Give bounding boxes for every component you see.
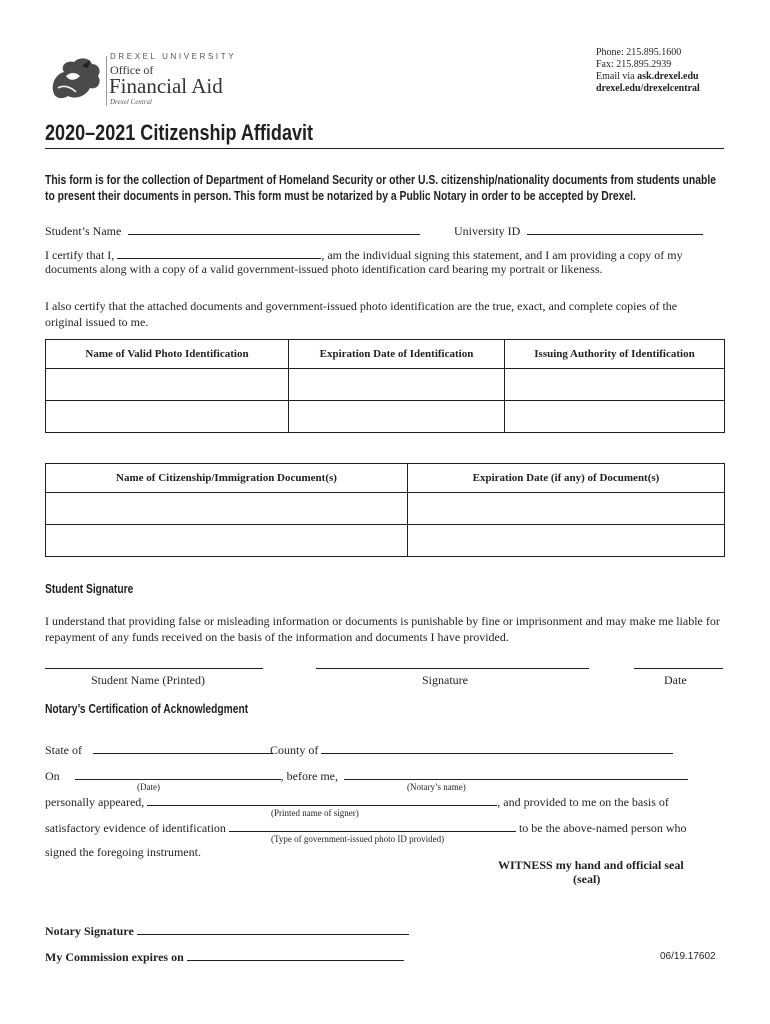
dragon-icon: [46, 54, 106, 104]
contact-email[interactable]: ask.drexel.edu: [637, 71, 699, 82]
contact-block: [596, 47, 700, 95]
certify-name-field[interactable]: [117, 246, 321, 259]
certify-prefix: I certify that I,: [45, 248, 115, 262]
signature-label: Signature: [422, 673, 468, 687]
commission-label: My Commission expires on: [45, 950, 184, 964]
state-of-label: State of: [45, 743, 82, 757]
table-cell[interactable]: [46, 493, 408, 525]
university-name: DREXEL UNIVERSITY: [110, 52, 237, 61]
student-signature-line[interactable]: [316, 668, 589, 669]
student-date-line[interactable]: [634, 668, 723, 669]
certify-line-2: documents along with a copy of a valid government-issued photo identification card bearing my portrait or likeness.: [45, 262, 603, 276]
table-cell[interactable]: [46, 369, 289, 401]
university-id-field[interactable]: [527, 222, 703, 235]
state-of-field[interactable]: [93, 741, 273, 754]
on-label: On: [45, 769, 60, 783]
certify-also: I also certify that the attached documents and government-issued photo identification are the true, exact, and complete copies of the original issued to me.: [45, 299, 678, 329]
col-photo-id-expiration: Expiration Date of Identification: [289, 340, 505, 369]
subbrand: Drexel Central: [110, 98, 152, 106]
id-type-field[interactable]: [229, 819, 516, 832]
contact-fax: Fax: 215.895.2939: [596, 59, 672, 70]
table-cell[interactable]: [505, 401, 725, 433]
student-name-field[interactable]: [128, 222, 420, 235]
table-cell[interactable]: [46, 525, 408, 557]
commission-field[interactable]: [187, 948, 404, 961]
table-cell[interactable]: [408, 493, 725, 525]
table-row: [46, 401, 725, 433]
contact-email-line: [596, 71, 700, 83]
county-of-row: [270, 741, 673, 758]
date-caption: (Date): [137, 782, 160, 792]
signer-name-field[interactable]: [147, 793, 497, 806]
university-id-label: University ID: [454, 224, 521, 238]
notary-heading: Notary’s Certification of Acknowledgment: [45, 702, 249, 716]
student-signature-heading: Student Signature: [45, 582, 134, 596]
notary-signature-field[interactable]: [137, 922, 409, 935]
date-label: Date: [664, 673, 687, 687]
table-row: [46, 369, 725, 401]
title-rule: [45, 148, 724, 149]
student-name-label: Student’s Name: [45, 224, 122, 238]
above-named-label: to be the above-named person who: [518, 821, 687, 835]
table-cell[interactable]: [505, 369, 725, 401]
table-cell[interactable]: [289, 401, 505, 433]
county-of-label: County of: [270, 743, 319, 757]
office-of: Office of: [110, 63, 154, 77]
form-code: 06/19.17602: [660, 951, 716, 962]
table-cell[interactable]: [46, 401, 289, 433]
printed-signer-caption: (Printed name of signer): [271, 808, 359, 818]
table-header-row: [46, 340, 725, 369]
page-title: 2020–2021 Citizenship Affidavit: [45, 120, 314, 145]
certify-line-1: [45, 246, 683, 263]
before-me-label: , before me,: [280, 769, 338, 783]
photo-id-table: [45, 339, 725, 433]
commission-row: [45, 948, 404, 965]
table-cell[interactable]: [408, 525, 725, 557]
seal-text: (seal): [573, 872, 601, 886]
witness-text: WITNESS my hand and official seal: [498, 858, 684, 872]
table-cell[interactable]: [289, 369, 505, 401]
student-name-printed-line[interactable]: [45, 668, 263, 669]
notary-signature-row: [45, 922, 409, 939]
county-of-field[interactable]: [321, 741, 673, 754]
signed-foregoing: signed the foregoing instrument.: [45, 845, 201, 859]
col-document-name: Name of Citizenship/Immigration Document(s): [46, 464, 408, 493]
personally-appeared-label: personally appeared,: [45, 795, 145, 809]
table-header-row: [46, 464, 725, 493]
notary-signature-label: Notary Signature: [45, 924, 134, 938]
logo: [46, 52, 246, 108]
university-id-row: [454, 222, 703, 239]
table-row: [46, 493, 725, 525]
office-name: Financial Aid: [109, 74, 223, 98]
citizenship-doc-table: [45, 463, 725, 557]
contact-web[interactable]: drexel.edu/drexelcentral: [596, 83, 700, 94]
id-type-caption: (Type of government-issued photo ID provided): [271, 834, 445, 844]
satisfactory-label: satisfactory evidence of identification: [45, 821, 226, 835]
intro-text: This form is for the collection of Department of Homeland Security or other U.S. citizenship/nationality documents from students unable to present their documents in person. This form must be notarized by a Public Notary in order to be accepted by Drexel.: [45, 173, 717, 203]
state-of-row: [45, 741, 273, 758]
contact-email-prefix: Email via: [596, 71, 638, 82]
col-document-expiration: Expiration Date (if any) of Document(s): [408, 464, 725, 493]
logo-divider: [106, 56, 107, 106]
student-name-printed-label: Student Name (Printed): [91, 673, 205, 687]
col-issuing-authority: Issuing Authority of Identification: [505, 340, 725, 369]
col-photo-id-name: Name of Valid Photo Identification: [46, 340, 289, 369]
certify-suffix: , am the individual signing this statement, and I am providing a copy of my: [321, 248, 683, 262]
student-name-row: [45, 222, 420, 239]
contact-phone: Phone: 215.895.1600: [596, 47, 682, 58]
on-date-field[interactable]: [75, 767, 281, 780]
signature-statement: I understand that providing false or misleading information or documents is punishable by fine or imprisonment and may make me liable for repayment of any funds received on the basis of the information and documents I have provided.: [45, 614, 720, 644]
notary-name-caption: (Notary’s name): [407, 782, 466, 792]
provided-basis-label: , and provided to me on the basis of: [497, 795, 669, 809]
notary-name-field[interactable]: [344, 767, 688, 780]
table-row: [46, 525, 725, 557]
